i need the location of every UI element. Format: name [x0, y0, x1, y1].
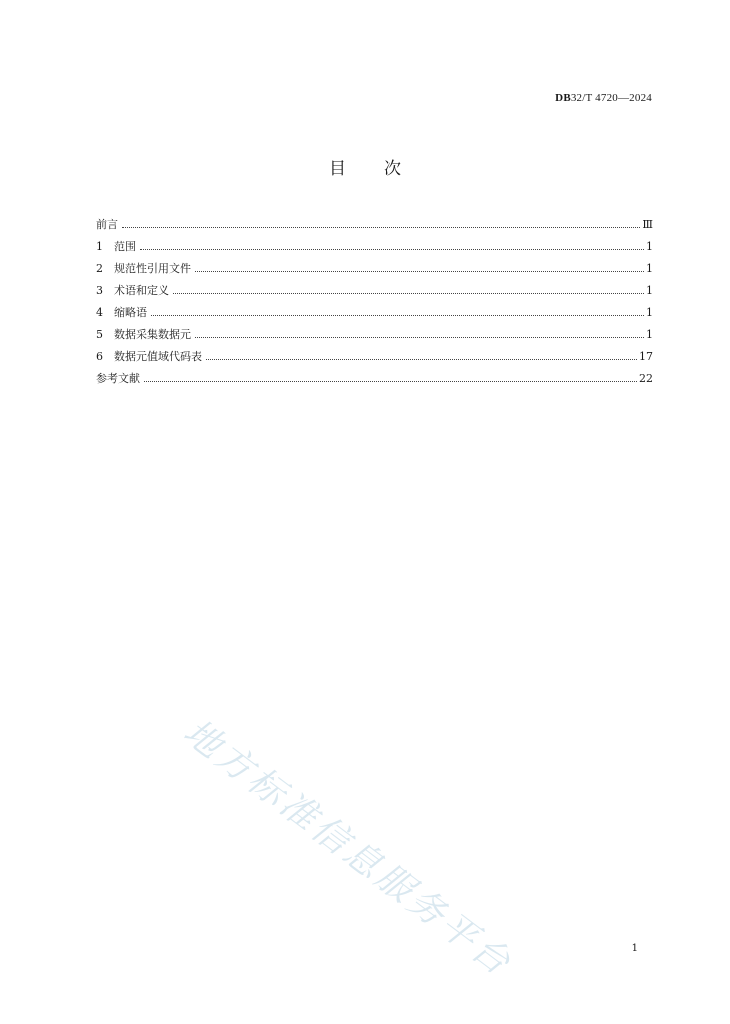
standard-code	[555, 92, 652, 104]
toc-item-number: 1	[96, 240, 103, 253]
toc-leader-dots	[195, 257, 644, 272]
toc-leader-dots	[173, 279, 644, 294]
toc-item-number: 3	[96, 284, 103, 297]
toc-item-page: 17	[639, 350, 653, 363]
toc-item-page: 1	[646, 240, 653, 253]
toc-item-number: 5	[96, 328, 103, 341]
toc-item-label: 数据元值域代码表	[114, 350, 202, 363]
toc-item-foreword[interactable]	[96, 213, 653, 235]
toc-item-data-elements[interactable]	[96, 323, 653, 345]
toc-item-label: 缩略语	[114, 306, 147, 319]
toc-item-label: 参考文献	[96, 372, 140, 385]
standard-code-number: 32/T 4720—2024	[570, 92, 652, 104]
page-number: 1	[631, 943, 638, 954]
toc-item-terms-definitions[interactable]	[96, 279, 653, 301]
toc-item-label: 数据采集数据元	[114, 328, 191, 341]
toc-item-code-tables[interactable]	[96, 345, 653, 367]
toc-item-scope[interactable]	[96, 235, 653, 257]
toc-item-page: 1	[646, 328, 653, 341]
toc-leader-dots	[195, 323, 644, 338]
page-title: 目次	[329, 159, 439, 179]
toc-item-bibliography[interactable]	[96, 367, 653, 389]
toc-item-label: 前言	[96, 218, 118, 231]
toc-item-page: 1	[646, 306, 653, 319]
toc-leader-dots	[144, 367, 637, 382]
toc-leader-dots	[122, 213, 640, 228]
toc-item-number: 6	[96, 350, 103, 363]
toc-leader-dots	[206, 345, 637, 360]
toc-item-number: 2	[96, 262, 103, 275]
toc-item-abbreviations[interactable]	[96, 301, 653, 323]
toc-item-number: 4	[96, 306, 103, 319]
watermark-text: 地方标准信息服务平台	[175, 711, 520, 986]
table-of-contents	[96, 213, 653, 389]
toc-item-label: 术语和定义	[114, 284, 169, 297]
toc-item-normative-references[interactable]	[96, 257, 653, 279]
toc-item-label: 范围	[114, 240, 136, 253]
toc-leader-dots	[140, 235, 644, 250]
toc-item-page: Ⅲ	[642, 218, 653, 231]
toc-item-label: 规范性引用文件	[114, 262, 191, 275]
toc-item-page: 1	[646, 262, 653, 275]
toc-item-page: 22	[639, 372, 653, 385]
standard-code-prefix: DB	[555, 92, 571, 104]
toc-leader-dots	[151, 301, 644, 316]
toc-item-page: 1	[646, 284, 653, 297]
